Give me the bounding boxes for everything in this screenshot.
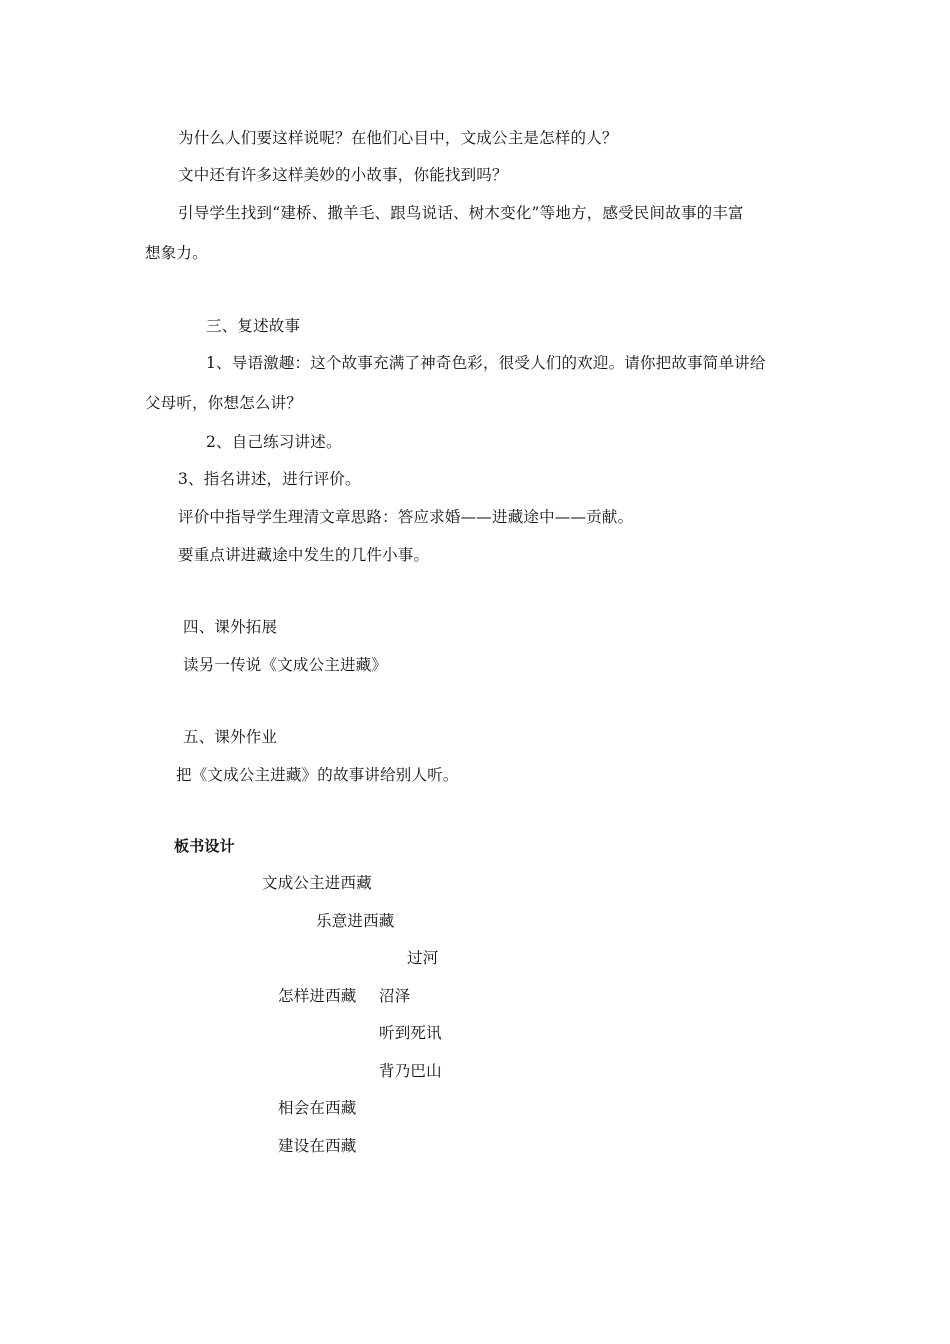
board-sub-4: 背乃巴山 <box>379 1062 442 1080</box>
step-3: 3、指名讲述，进行评价。 <box>178 470 361 488</box>
board-sub-1: 过河 <box>407 949 439 967</box>
guide-line-2: 想象力。 <box>145 244 208 262</box>
evaluation-line: 评价中指导学生理清文章思路：答应求婚——进藏途中——贡献。 <box>178 508 634 526</box>
board-item-1: 乐意进西藏 <box>316 912 395 930</box>
section-three-heading: 三、复述故事 <box>206 317 301 335</box>
section-four-heading: 四、课外拓展 <box>183 618 278 636</box>
board-sub-2: 沼泽 <box>379 987 411 1005</box>
section-five-heading: 五、课外作业 <box>183 728 278 746</box>
section-four-content: 读另一传说《文成公主进藏》 <box>183 656 388 674</box>
step-1-line-2: 父母听，你想怎么讲？ <box>145 394 303 412</box>
board-item-2: 怎样进西藏 <box>278 987 357 1005</box>
board-title: 文成公主进西藏 <box>262 874 372 892</box>
board-sub-3: 听到死讯 <box>379 1024 442 1042</box>
board-heading: 板书设计 <box>174 837 235 855</box>
step-2: 2、自己练习讲述。 <box>206 433 342 451</box>
guide-line-1: 引导学生找到“建桥、撒羊毛、跟鸟说话、树木变化”等地方，感受民间故事的丰富 <box>178 204 744 222</box>
step-1-line-1: 1、导语激趣：这个故事充满了神奇色彩，很受人们的欢迎。请你把故事简单讲给 <box>206 354 766 372</box>
section-five-content: 把《文成公主进藏》的故事讲给别人听。 <box>176 766 459 784</box>
board-item-3: 相会在西藏 <box>278 1099 357 1117</box>
question-line-2: 文中还有许多这样美妙的小故事，你能找到吗？ <box>178 166 508 184</box>
board-item-4: 建设在西藏 <box>278 1137 357 1155</box>
emphasis-line: 要重点讲进藏途中发生的几件小事。 <box>178 546 430 564</box>
question-line-1: 为什么人们要这样说呢？在他们心目中，文成公主是怎样的人？ <box>178 129 618 147</box>
